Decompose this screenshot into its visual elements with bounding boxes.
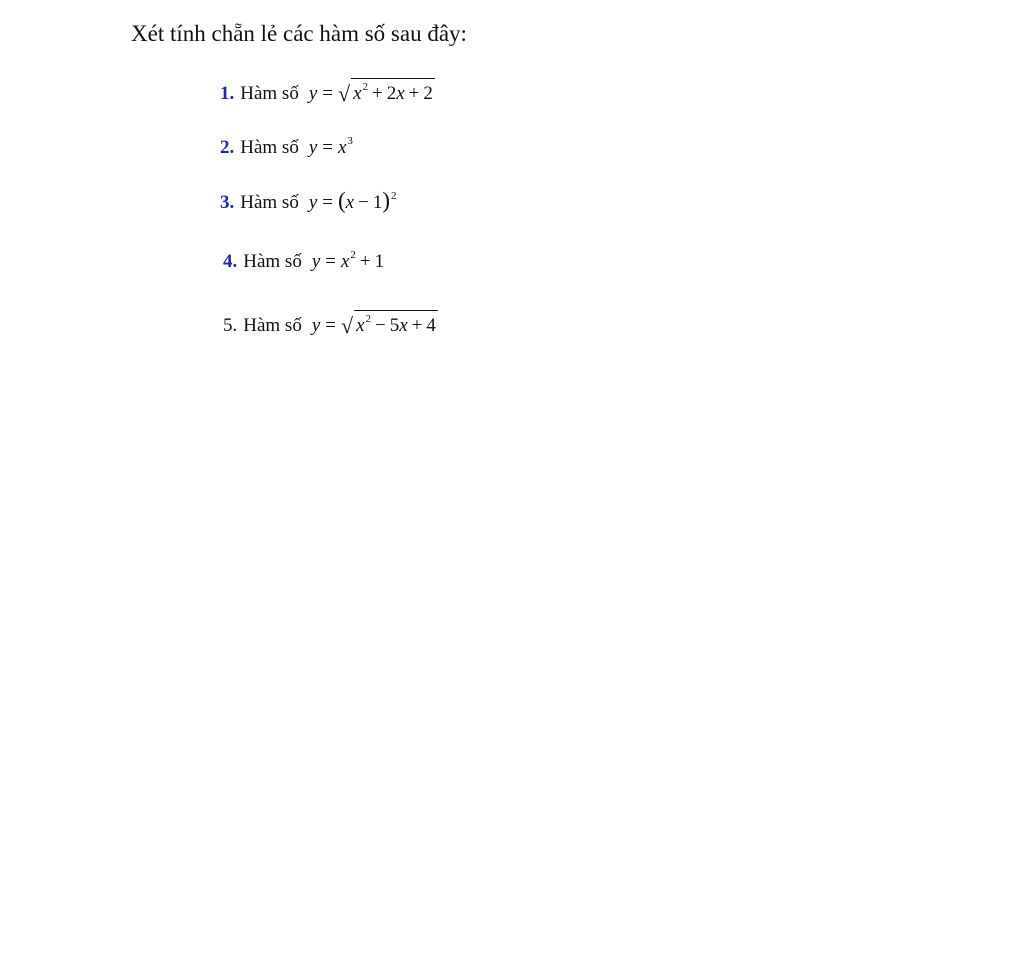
list-item-5 bbox=[223, 310, 438, 341]
exercise-heading: Xét tính chẵn lẻ các hàm số sau đây: bbox=[131, 21, 467, 46]
sqrt-symbol: √ x 2 + 2 x + 2 bbox=[338, 78, 435, 109]
formula-1: y = √ x 2 + 2 x + 2 bbox=[309, 78, 435, 109]
list-item-3 bbox=[220, 189, 396, 218]
item-label: Hàm số bbox=[240, 192, 299, 213]
list-item-2 bbox=[220, 135, 353, 163]
formula-3: y = ( x − 1 ) 2 bbox=[308, 188, 397, 213]
sqrt-symbol: √ x 2 − 5 x + 4 bbox=[341, 310, 438, 341]
item-label: Hàm số bbox=[240, 137, 299, 158]
item-number: 2. bbox=[220, 137, 235, 158]
item-label: Hàm số bbox=[243, 315, 302, 336]
formula-2: y = x 3 bbox=[308, 135, 353, 158]
item-label: Hàm số bbox=[240, 83, 299, 104]
formula-4: y = x 2 + 1 bbox=[311, 249, 385, 272]
item-number: 1. bbox=[220, 83, 235, 104]
formula-5: y = √ x 2 − 5 x + 4 bbox=[312, 310, 438, 341]
item-number: 4. bbox=[223, 251, 238, 272]
item-number: 5. bbox=[223, 315, 238, 336]
item-label: Hàm số bbox=[243, 251, 302, 272]
list-item-1 bbox=[220, 78, 435, 109]
list-item-4 bbox=[223, 249, 384, 277]
item-number: 3. bbox=[220, 192, 235, 213]
